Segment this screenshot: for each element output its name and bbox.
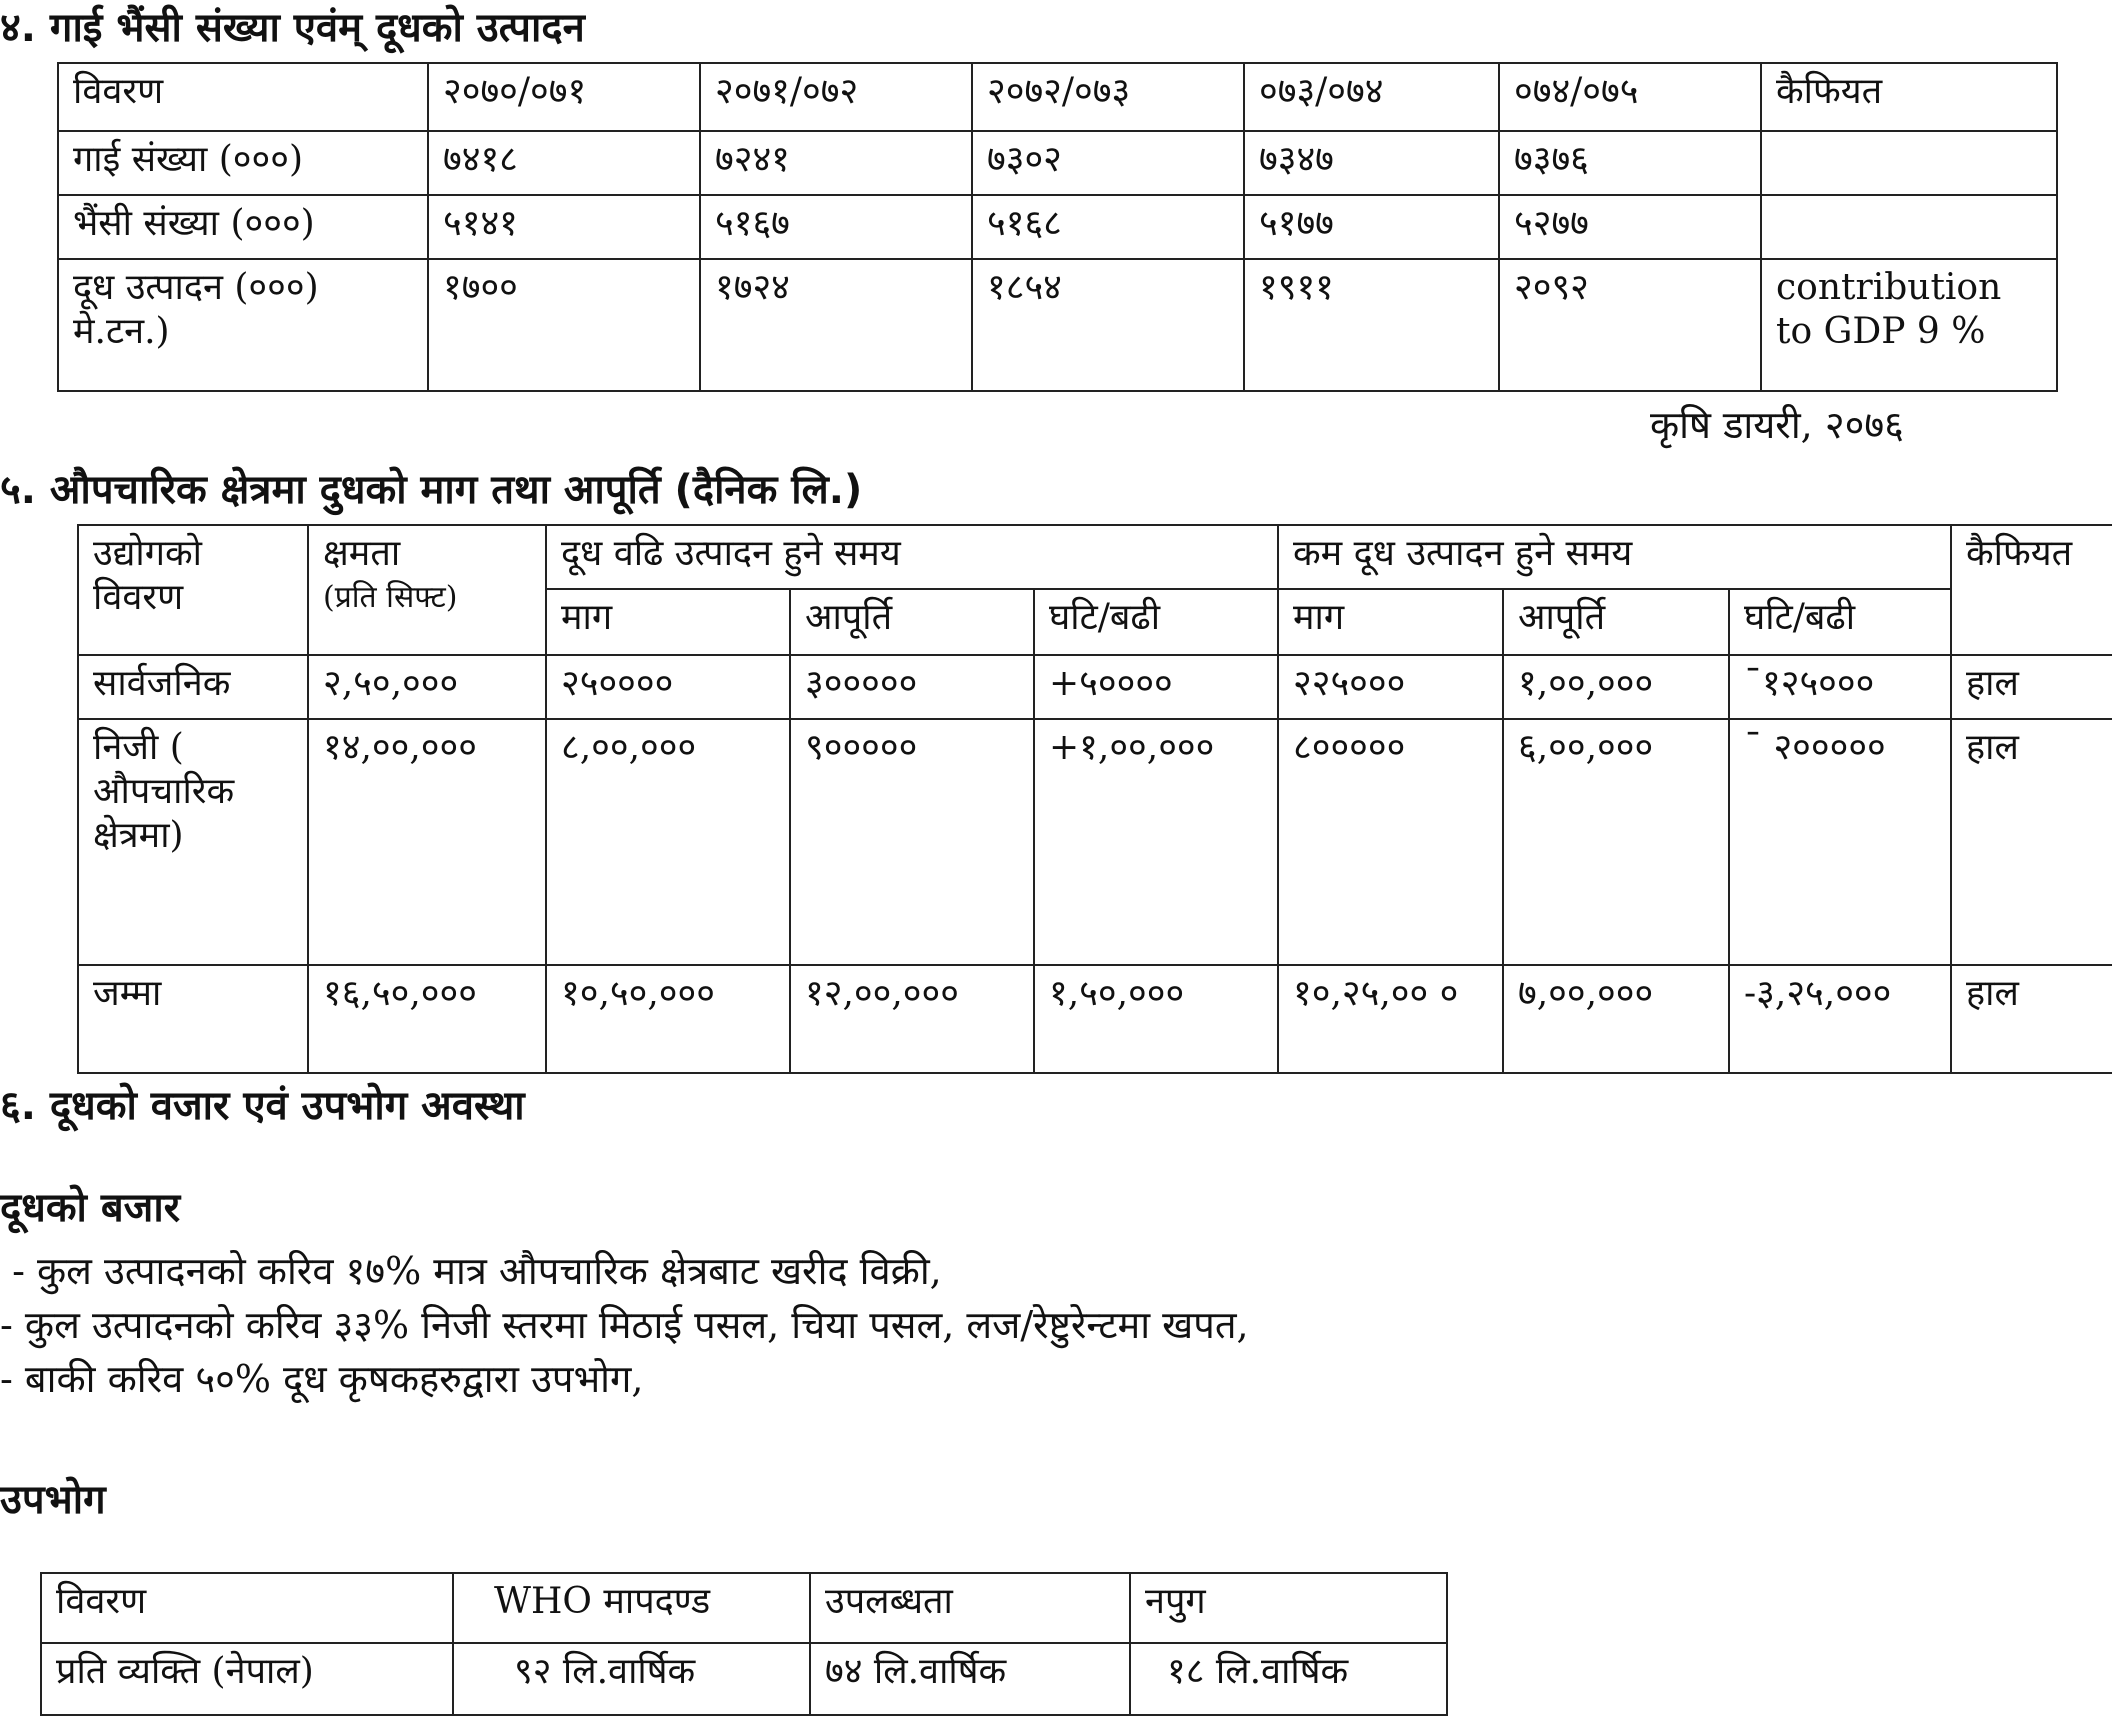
table-cell: ५१४१ (428, 195, 700, 259)
gdp-contribution-note: contribution to GDP 9 % (1761, 259, 2057, 391)
row-label: सार्वजनिक (78, 655, 308, 719)
table-cell: हाल (1951, 719, 2112, 965)
section-5-heading: ५. औपचारिक क्षेत्रमा दुधको माग तथा आपूर्ति (दैनिक लि.) (0, 467, 863, 513)
market-bullet-list (0, 1244, 1249, 1406)
table-cell: ७४१८ (428, 131, 700, 195)
consumption-subheading: उपभोग (0, 1477, 106, 1523)
table-header-row (78, 525, 2112, 589)
header-cell: विवरण (58, 63, 428, 131)
table-cell (1761, 131, 2057, 195)
header-cell: नपुग (1130, 1573, 1447, 1643)
subheader-cell: माग (1278, 589, 1503, 655)
row-label: जम्मा (78, 965, 308, 1073)
list-item: - कुल उत्पादनको करिव ३३% निजी स्तरमा मिठाई पसल, चिया पसल, लज/रेष्टुरेन्टमा खपत, (0, 1303, 1249, 1347)
header-cell: कैफियत (1761, 63, 2057, 131)
subheader-cell: आपूर्ति (1503, 589, 1729, 655)
table-cell: १,००,००० (1503, 655, 1729, 719)
table-header-row (58, 63, 2057, 131)
list-item: - बाकी करिव ५०% दूध कृषकहरुद्वारा उपभोग, (0, 1357, 644, 1401)
table-row (78, 719, 2112, 965)
table-cell: १०,२५,०० ० (1278, 965, 1503, 1073)
header-cell: उपलब्धता (810, 1573, 1130, 1643)
table-cell: १६,५०,००० (308, 965, 546, 1073)
table-cell: १९११ (1244, 259, 1499, 391)
header-cell: २०७२/०७३ (972, 63, 1244, 131)
subheader-cell: आपूर्ति (790, 589, 1034, 655)
list-item: - कुल उत्पादनको करिव १७% मात्र औपचारिक क्षेत्रबाट खरीद विक्री, (0, 1249, 942, 1293)
high-production-header: दूध वढि उत्पादन हुने समय (546, 525, 1278, 589)
header-cell: २०७१/०७२ (700, 63, 972, 131)
table-cell: +५०००० (1034, 655, 1278, 719)
table-cell: ५१६८ (972, 195, 1244, 259)
consumption-table (40, 1572, 1448, 1716)
section-6-heading: ६. दूधको वजार एवं उपभोग अवस्था (0, 1083, 525, 1129)
row-label: गाई संख्या (०००) (58, 131, 428, 195)
table-cell: २,५०,००० (308, 655, 546, 719)
row-label: प्रति व्यक्ति (नेपाल) (41, 1643, 453, 1715)
table-cell: १,५०,००० (1034, 965, 1278, 1073)
table-cell: १८ लि.वार्षिक (1130, 1643, 1447, 1715)
table-header-row (41, 1573, 1447, 1643)
industry-header: उद्योगको विवरण (78, 525, 308, 655)
header-cell: ०७३/०७४ (1244, 63, 1499, 131)
capacity-header (308, 525, 546, 655)
remarks-header: कैफियत (1951, 525, 2112, 655)
table-cell: ७३०२ (972, 131, 1244, 195)
table-cell: +१,००,००० (1034, 719, 1278, 965)
table-cell: १०,५०,००० (546, 965, 790, 1073)
table-cell: २२५००० (1278, 655, 1503, 719)
table-cell: हाल (1951, 655, 2112, 719)
table-row-total (78, 965, 2112, 1073)
table-cell: १८५४ (972, 259, 1244, 391)
table-cell: १७०० (428, 259, 700, 391)
table-cell: हाल (1951, 965, 2112, 1073)
capacity-label: क्षमता (323, 533, 401, 574)
table-cell: ३००००० (790, 655, 1034, 719)
livestock-milk-table (57, 62, 2058, 392)
header-cell: २०७०/०७१ (428, 63, 700, 131)
market-subheading: दूधको बजार (0, 1185, 181, 1231)
row-label: दूध उत्पादन (०००) मे.टन.) (58, 259, 428, 391)
table-cell: ७२४१ (700, 131, 972, 195)
low-production-header: कम दूध उत्पादन हुने समय (1278, 525, 1951, 589)
header-cell: WHO मापदण्ड (453, 1573, 810, 1643)
table-cell: ¯ २००००० (1729, 719, 1951, 965)
header-cell: ०७४/०७५ (1499, 63, 1761, 131)
section-4-heading: ४. गाई भैंसी संख्या एवंम् दूधको उत्पादन (0, 5, 585, 51)
table-cell: ५२७७ (1499, 195, 1761, 259)
table-cell: ७४ लि.वार्षिक (810, 1643, 1130, 1715)
row-label: भैंसी संख्या (०००) (58, 195, 428, 259)
table-cell: १४,००,००० (308, 719, 546, 965)
table-row (78, 655, 2112, 719)
subheader-cell: माग (546, 589, 790, 655)
subheader-cell: घटि/बढी (1729, 589, 1951, 655)
row-label: निजी ( औपचारिक क्षेत्रमा) (78, 719, 308, 965)
table-row (58, 259, 2057, 391)
table-cell: ७३४७ (1244, 131, 1499, 195)
table-cell: ७,००,००० (1503, 965, 1729, 1073)
table-cell: ९००००० (790, 719, 1034, 965)
table-cell: ८००००० (1278, 719, 1503, 965)
table-cell: ¯१२५००० (1729, 655, 1951, 719)
table-row (58, 195, 2057, 259)
table-row (41, 1643, 1447, 1715)
table-cell: १७२४ (700, 259, 972, 391)
table-cell: -३,२५,००० (1729, 965, 1951, 1073)
table-cell: २०९२ (1499, 259, 1761, 391)
table-cell: ९२ लि.वार्षिक (453, 1643, 810, 1715)
header-cell: विवरण (41, 1573, 453, 1643)
table-cell: १२,००,००० (790, 965, 1034, 1073)
table-cell: ५१७७ (1244, 195, 1499, 259)
table-row (58, 131, 2057, 195)
source-citation: कृषि डायरी, २०७६ (1650, 403, 1904, 447)
table-cell: ७३७६ (1499, 131, 1761, 195)
table-cell: २५०००० (546, 655, 790, 719)
per-shift-label: (प्रति सिफ्ट) (323, 580, 458, 615)
table-cell: ५१६७ (700, 195, 972, 259)
table-cell: ६,००,००० (1503, 719, 1729, 965)
table-cell: ८,००,००० (546, 719, 790, 965)
subheader-cell: घटि/बढी (1034, 589, 1278, 655)
table-cell (1761, 195, 2057, 259)
milk-demand-supply-table (77, 524, 2112, 1074)
